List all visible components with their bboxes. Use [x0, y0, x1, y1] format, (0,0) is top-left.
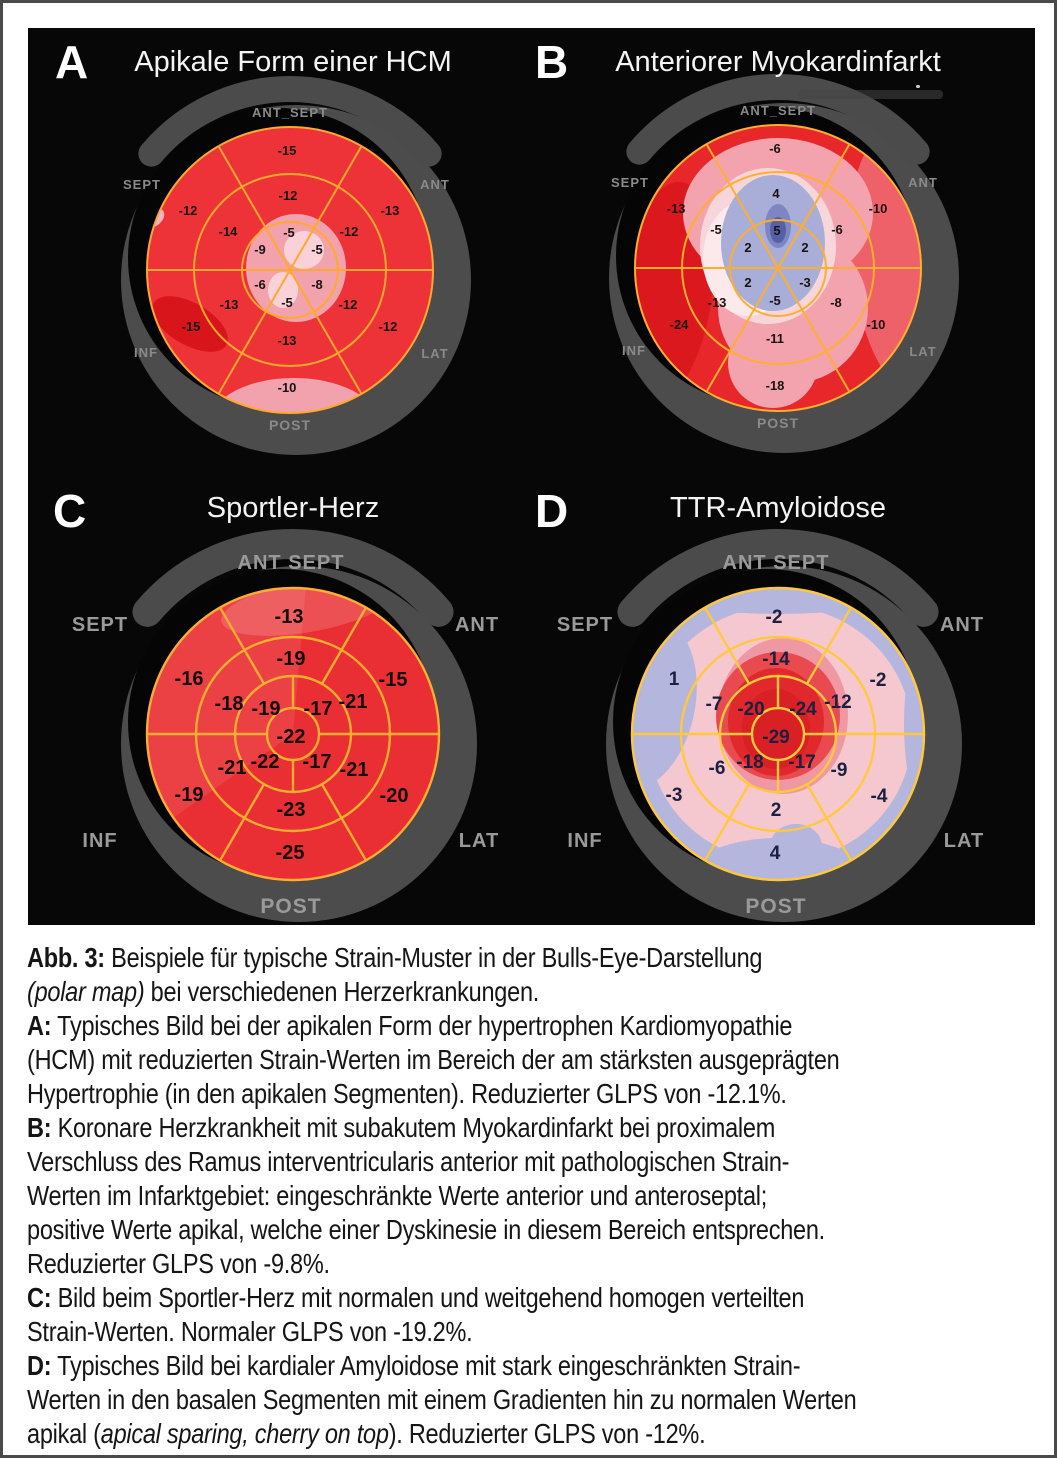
region-label-lower_right: LAT — [458, 830, 500, 852]
region-label-upper_right: ANT — [939, 614, 985, 636]
segment-value: -29 — [762, 727, 790, 748]
region-label-upper_right: ANT — [908, 175, 938, 190]
caption-line: Abb. 3: Beispiele für typische Strain-Muster in der Bulls-Eye-Darstellung — [27, 942, 763, 973]
panel-letter-a: A — [55, 36, 89, 88]
segment-value: -22 — [250, 751, 280, 773]
region-label-upper_left: SEPT — [123, 177, 161, 192]
segment-value: 4 — [769, 843, 781, 864]
segment-value: -12 — [178, 203, 198, 218]
segment-value: -10 — [866, 317, 886, 332]
panel-letter-d: D — [535, 485, 569, 537]
caption-line: Werten in den basalen Segmenten mit einem Gradienten hin zu normalen Werten — [27, 1384, 857, 1415]
segment-value: -19 — [251, 698, 281, 720]
region-label-upper_right: ANT — [420, 177, 450, 192]
region-label-top: ANT_SEPT — [252, 105, 328, 120]
segment-value: -2 — [765, 607, 783, 628]
segment-value: -21 — [339, 759, 369, 781]
segment-value: -21 — [338, 691, 368, 713]
segment-value: -18 — [736, 752, 764, 773]
segment-value: -14 — [218, 224, 238, 239]
segment-value: -15 — [181, 319, 201, 334]
segment-value: -18 — [214, 693, 244, 715]
panel-title-a: Apikale Form einer HCM — [134, 46, 452, 78]
figure-caption — [27, 941, 1040, 1451]
scan-dot — [916, 85, 920, 88]
segment-value: -6 — [708, 758, 726, 779]
segment-value: 2 — [744, 240, 752, 255]
segment-value: -19 — [276, 648, 306, 670]
caption-line: D: Typisches Bild bei kardialer Amyloidose mit stark eingeschränkten Strain- — [27, 1350, 801, 1381]
segment-value: -11 — [765, 331, 785, 346]
segment-value: -20 — [737, 699, 765, 720]
segment-value: -13 — [707, 295, 727, 310]
segment-value: -9 — [830, 760, 848, 781]
bullseye-panel-b — [605, 87, 959, 453]
segment-value: -15 — [378, 669, 408, 691]
region-label-upper_right: ANT — [454, 614, 500, 636]
segment-value: -6 — [831, 222, 843, 237]
segment-value: -5 — [769, 293, 781, 308]
region-label-bottom: POST — [745, 895, 807, 918]
region-label-bottom: POST — [268, 417, 312, 433]
segment-value: -7 — [705, 694, 723, 715]
region-label-bottom: POST — [260, 895, 322, 918]
region-label-lower_right: LAT — [421, 346, 449, 361]
panel-title-c: Sportler-Herz — [206, 492, 380, 524]
segment-value: -6 — [769, 141, 781, 156]
bullseye-panel-a — [121, 89, 471, 462]
segment-value: -5 — [281, 295, 293, 310]
segment-value: -5 — [710, 222, 722, 237]
caption-line: (HCM) mit reduzierten Strain-Werten im Bereich der am stärksten ausgeprägten — [27, 1044, 840, 1075]
region-label-lower_left: INF — [82, 830, 118, 852]
segment-value: -12 — [278, 188, 298, 203]
panel-letter-b: B — [535, 36, 569, 88]
segment-value: -25 — [275, 842, 305, 864]
caption-line: positive Werte apikal, welche einer Dyskinesie in diesem Bereich entsprechen. — [27, 1214, 825, 1245]
caption-line: A: Typisches Bild bei der apikalen Form der hypertrophen Kardiomyopathie — [27, 1010, 793, 1041]
region-label-top: ANT_SEPT — [740, 103, 816, 118]
caption-line: Werten im Infarktgebiet: eingeschränkte Werte anterior und anteroseptal; — [27, 1180, 768, 1211]
segment-value: 2 — [770, 800, 782, 821]
segment-value: -19 — [174, 784, 204, 806]
segment-value: 4 — [772, 186, 780, 201]
segment-value: -18 — [765, 378, 785, 393]
segment-value: -10 — [868, 201, 888, 216]
segment-value: -21 — [217, 757, 247, 779]
segment-value: -13 — [219, 297, 239, 312]
segment-value: -12 — [824, 692, 852, 713]
region-label-upper_left: SEPT — [611, 175, 649, 190]
bullseye-charts — [28, 28, 1035, 925]
segment-value: -17 — [303, 698, 333, 720]
segment-value: -24 — [669, 317, 689, 332]
region-label-bottom: POST — [756, 415, 800, 431]
segment-value: 2 — [744, 275, 752, 290]
bullseye-panel-c — [72, 544, 499, 922]
segment-value: -10 — [277, 380, 297, 395]
segment-value: 5 — [773, 223, 781, 238]
segment-value: -5 — [283, 225, 295, 240]
segment-value: -13 — [380, 203, 400, 218]
segment-value: -23 — [276, 799, 306, 821]
panel-letter-c: C — [53, 485, 87, 537]
segment-value: -3 — [799, 275, 811, 290]
segment-value: -16 — [174, 668, 204, 690]
segment-value: -24 — [789, 699, 817, 720]
caption-line: apikal (apical sparing, cherry on top). Reduzierter GLPS von -12%. — [27, 1418, 706, 1449]
region-label-lower_left: INF — [622, 343, 646, 358]
segment-value: -20 — [379, 785, 409, 807]
region-label-upper_left: SEPT — [556, 614, 614, 636]
region-label-top: ANT SEPT — [722, 552, 830, 574]
segment-value: -13 — [666, 201, 686, 216]
bullseye-panel-d — [557, 544, 984, 925]
segment-value: -5 — [311, 242, 323, 257]
segment-value: -17 — [302, 751, 332, 773]
segment-value: -6 — [254, 277, 266, 292]
figure-black-panel — [28, 28, 1035, 925]
segment-value: -12 — [338, 297, 358, 312]
region-label-lower_right: LAT — [943, 830, 985, 852]
segment-value: -8 — [830, 295, 842, 310]
caption-line: C: Bild beim Sportler-Herz mit normalen und weitgehend homogen verteilten — [27, 1282, 805, 1313]
caption-line: Reduzierter GLPS von -9.8%. — [27, 1248, 330, 1279]
region-label-lower_left: INF — [134, 345, 158, 360]
caption-line: Verschluss des Ramus interventricularis anterior mit pathologischen Strain- — [27, 1146, 790, 1177]
caption-line: B: Koronare Herzkrankheit mit subakutem Myokardinfarkt bei proximalem — [27, 1112, 776, 1143]
segment-value: -22 — [276, 726, 306, 748]
segment-value: -12 — [339, 224, 359, 239]
segment-value: -12 — [378, 319, 398, 334]
panel-title-d: TTR-Amyloidose — [670, 492, 886, 524]
segment-value: -8 — [311, 277, 323, 292]
segment-value: -9 — [254, 242, 266, 257]
segment-value: 2 — [801, 240, 809, 255]
region-label-lower_right: LAT — [909, 344, 937, 359]
region-label-top: ANT SEPT — [237, 552, 345, 574]
segment-value: -2 — [869, 670, 887, 691]
caption-line: Hypertrophie (in den apikalen Segmenten). Reduzierter GLPS von -12.1%. — [27, 1078, 787, 1109]
scan-smudge — [798, 90, 943, 99]
panel-title-b: Anteriorer Myokardinfarkt — [615, 46, 941, 78]
segment-value: -4 — [870, 786, 888, 807]
caption-line: (polar map) bei verschiedenen Herzerkrankungen. — [27, 976, 540, 1007]
segment-value: -13 — [274, 606, 304, 628]
region-label-upper_left: SEPT — [71, 614, 129, 636]
segment-value: -14 — [762, 649, 790, 670]
region-label-lower_left: INF — [567, 830, 603, 852]
segment-value: -17 — [788, 752, 816, 773]
segment-value: 1 — [668, 669, 680, 690]
caption-line: Strain-Werten. Normaler GLPS von -19.2%. — [27, 1316, 473, 1347]
segment-value: -3 — [665, 785, 683, 806]
segment-value: -15 — [277, 143, 297, 158]
segment-value: -13 — [277, 333, 297, 348]
